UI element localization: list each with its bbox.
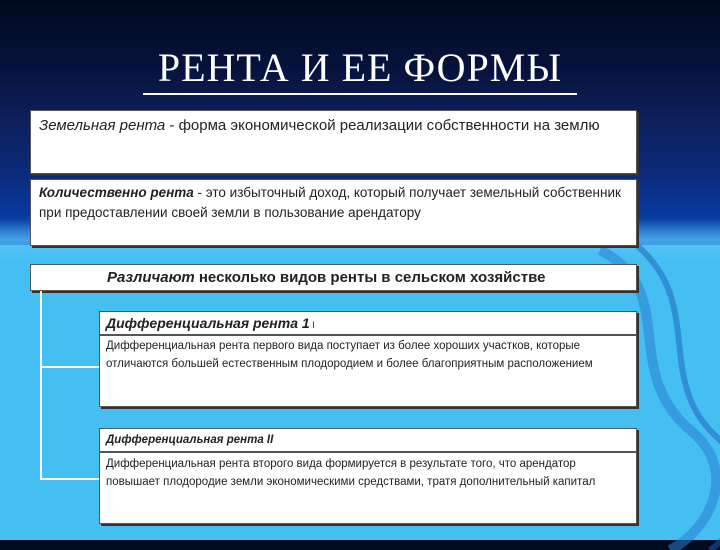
differential-rent-1-description: Дифференциальная рента первого вида поступает из более хороших участков, которые отличаются большей естественным плодородием и более благоприятным расположением [106, 340, 593, 370]
quantity-rent-box [30, 179, 637, 246]
land-rent-box [30, 110, 637, 174]
connector-branch-1 [40, 366, 99, 368]
land-rent-term: Земельная рента [39, 117, 166, 134]
land-rent-definition: - форма экономической реализации собственности на землю [165, 117, 600, 134]
quantity-rent-term: Количественно рента [39, 185, 194, 200]
connector-branch-2 [40, 478, 99, 480]
rent-types-box [30, 264, 637, 291]
differential-rent-1-heading-mark: I [309, 320, 315, 330]
differential-rent-2-heading: Дифференциальная рента II [106, 434, 274, 446]
slide-title: РЕНТА И ЕЕ ФОРМЫ [157, 45, 563, 90]
differential-rent-1-heading: Дифференциальная рента 1 [106, 315, 310, 331]
rent-types-intro-rest: несколько видов ренты в сельском хозяйстве [194, 269, 546, 286]
quantity-rent-definition: - это избыточный доход, который получает земельный собственник при предоставлении своей земли в пользование арендатору [39, 185, 621, 220]
title-underline [143, 93, 577, 95]
connector-vertical [40, 291, 42, 479]
differential-rent-1-heading-box [99, 311, 637, 335]
differential-rent-2-heading-box [99, 428, 637, 452]
rent-types-intro-term: Различают [107, 269, 195, 286]
differential-rent-2-description: Дифференциальная рента второго вида формируется в результате того, что арендатор повышает плодородие земли экономическими средствами, тратя дополнительный капитал [106, 458, 596, 488]
differential-rent-1-description-box [99, 335, 637, 407]
differential-rent-2-description-box [99, 452, 637, 524]
